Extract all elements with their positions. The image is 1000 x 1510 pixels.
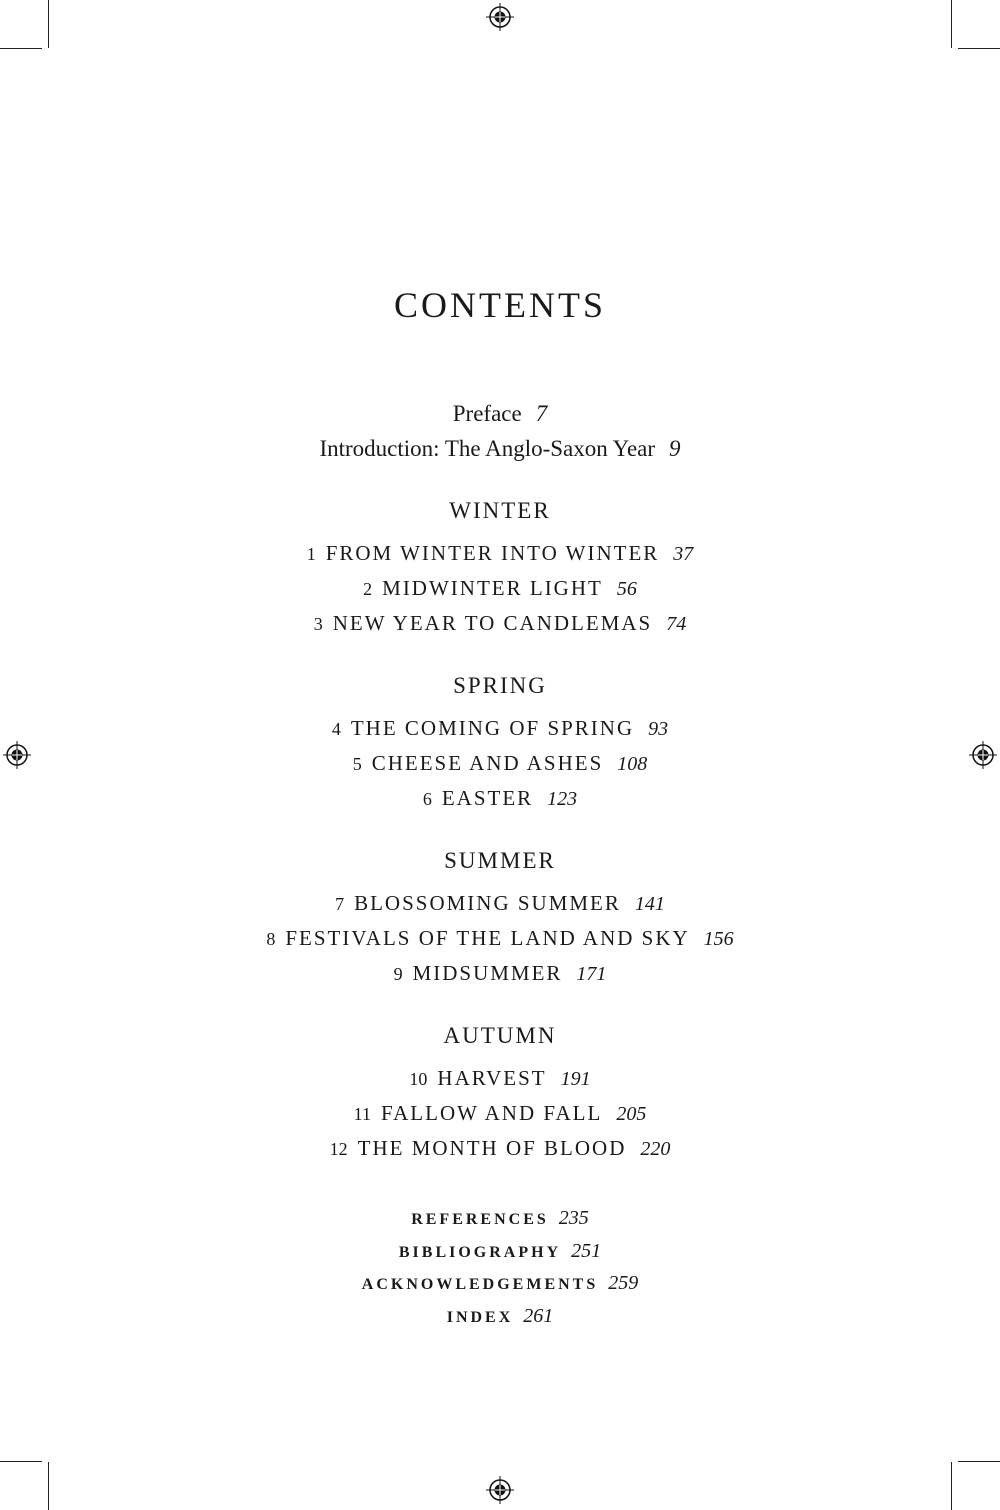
chapter-number: 5 bbox=[352, 754, 362, 774]
entry-label: Preface bbox=[452, 401, 522, 426]
crop-mark bbox=[951, 0, 952, 48]
page-title: CONTENTS bbox=[394, 285, 606, 325]
registration-mark-icon bbox=[485, 1475, 515, 1505]
section-heading-summer: SUMMER bbox=[444, 848, 556, 873]
chapter-title: CHEESE AND ASHES bbox=[371, 751, 604, 775]
entry-page-number: 171 bbox=[576, 963, 607, 985]
section-heading-spring: SPRING bbox=[453, 673, 547, 698]
crop-mark bbox=[951, 1462, 952, 1510]
entry-page-number: 123 bbox=[547, 788, 578, 810]
entry-page-number: 205 bbox=[616, 1103, 647, 1125]
entry-page-number: 56 bbox=[616, 578, 637, 600]
entry-label: INDEX bbox=[446, 1308, 514, 1326]
toc-entry-chapter[interactable] bbox=[0, 921, 1000, 956]
crop-mark bbox=[0, 48, 42, 49]
crop-mark bbox=[958, 1461, 1000, 1462]
entry-page-number: 261 bbox=[523, 1304, 554, 1327]
toc-entry-preface[interactable] bbox=[0, 396, 1000, 431]
entry-label: BIBLIOGRAPHY bbox=[398, 1243, 562, 1261]
entry-page-number: 141 bbox=[634, 893, 665, 915]
crop-mark bbox=[48, 1462, 49, 1510]
chapter-title: BLOSSOMING SUMMER bbox=[354, 891, 621, 915]
chapter-title: THE MONTH OF BLOOD bbox=[357, 1136, 627, 1160]
registration-mark-icon bbox=[485, 2, 515, 32]
toc-entry-chapter[interactable] bbox=[0, 1061, 1000, 1096]
entry-page-number: 235 bbox=[558, 1207, 589, 1229]
toc-entry-chapter[interactable] bbox=[0, 1131, 1000, 1166]
entry-page-number: 93 bbox=[648, 718, 669, 740]
toc-entry-chapter[interactable] bbox=[0, 606, 1000, 641]
chapter-number: 1 bbox=[306, 544, 316, 564]
toc-entry-chapter[interactable] bbox=[0, 956, 1000, 991]
back-matter-list bbox=[0, 1202, 1000, 1332]
entry-page-number: 156 bbox=[703, 928, 734, 950]
chapter-number: 9 bbox=[393, 964, 403, 984]
crop-mark bbox=[958, 48, 1000, 49]
chapter-title: MIDSUMMER bbox=[412, 961, 563, 985]
crop-mark bbox=[48, 0, 49, 48]
chapter-title: FALLOW AND FALL bbox=[381, 1101, 603, 1125]
chapter-number: 8 bbox=[266, 929, 276, 949]
toc-entry-chapter[interactable] bbox=[0, 781, 1000, 816]
chapter-title: HARVEST bbox=[437, 1066, 547, 1090]
toc-entry-chapter[interactable] bbox=[0, 746, 1000, 781]
toc-entry-index[interactable] bbox=[0, 1300, 1000, 1333]
chapter-number: 12 bbox=[329, 1139, 348, 1159]
toc-entry-references[interactable] bbox=[0, 1202, 1000, 1235]
entry-label: REFERENCES bbox=[411, 1211, 549, 1228]
section-heading-autumn: AUTUMN bbox=[443, 1023, 557, 1048]
entry-label: ACKNOWLEDGEMENTS bbox=[361, 1276, 599, 1293]
chapter-number: 10 bbox=[409, 1069, 428, 1089]
chapter-number: 11 bbox=[353, 1104, 371, 1124]
entry-page-number: 259 bbox=[608, 1272, 639, 1294]
entry-page-number: 251 bbox=[571, 1239, 602, 1262]
chapter-title: NEW YEAR TO CANDLEMAS bbox=[332, 611, 653, 635]
chapter-number: 3 bbox=[313, 614, 323, 634]
section-heading-winter: WINTER bbox=[449, 498, 551, 523]
entry-page-number: 220 bbox=[640, 1138, 671, 1160]
chapter-number: 4 bbox=[331, 719, 341, 739]
chapter-number: 2 bbox=[363, 579, 373, 599]
entry-page-number: 9 bbox=[669, 436, 681, 461]
toc-entry-acknowledgements[interactable] bbox=[0, 1267, 1000, 1300]
entry-page-number: 37 bbox=[673, 543, 694, 565]
chapter-number: 6 bbox=[422, 789, 432, 809]
chapter-title: FROM WINTER INTO WINTER bbox=[325, 541, 660, 565]
chapter-title: MIDWINTER LIGHT bbox=[382, 576, 603, 600]
entry-page-number: 108 bbox=[617, 753, 648, 775]
entry-page-number: 74 bbox=[666, 613, 687, 635]
entry-page-number: 191 bbox=[560, 1068, 591, 1090]
entry-label: Introduction: The Anglo-Saxon Year bbox=[319, 436, 656, 461]
chapter-title: THE COMING OF SPRING bbox=[350, 716, 635, 740]
table-of-contents bbox=[0, 396, 1000, 1332]
chapter-number: 7 bbox=[335, 894, 345, 914]
toc-entry-chapter[interactable] bbox=[0, 571, 1000, 606]
toc-entry-introduction[interactable] bbox=[0, 431, 1000, 466]
toc-entry-chapter[interactable] bbox=[0, 1096, 1000, 1131]
toc-entry-chapter[interactable] bbox=[0, 886, 1000, 921]
crop-mark bbox=[0, 1461, 42, 1462]
toc-entry-bibliography[interactable] bbox=[0, 1235, 1000, 1268]
entry-page-number: 7 bbox=[535, 401, 548, 426]
chapter-title: FESTIVALS OF THE LAND AND SKY bbox=[285, 926, 690, 950]
toc-entry-chapter[interactable] bbox=[0, 536, 1000, 571]
toc-entry-chapter[interactable] bbox=[0, 711, 1000, 746]
chapter-title: EASTER bbox=[441, 786, 534, 810]
